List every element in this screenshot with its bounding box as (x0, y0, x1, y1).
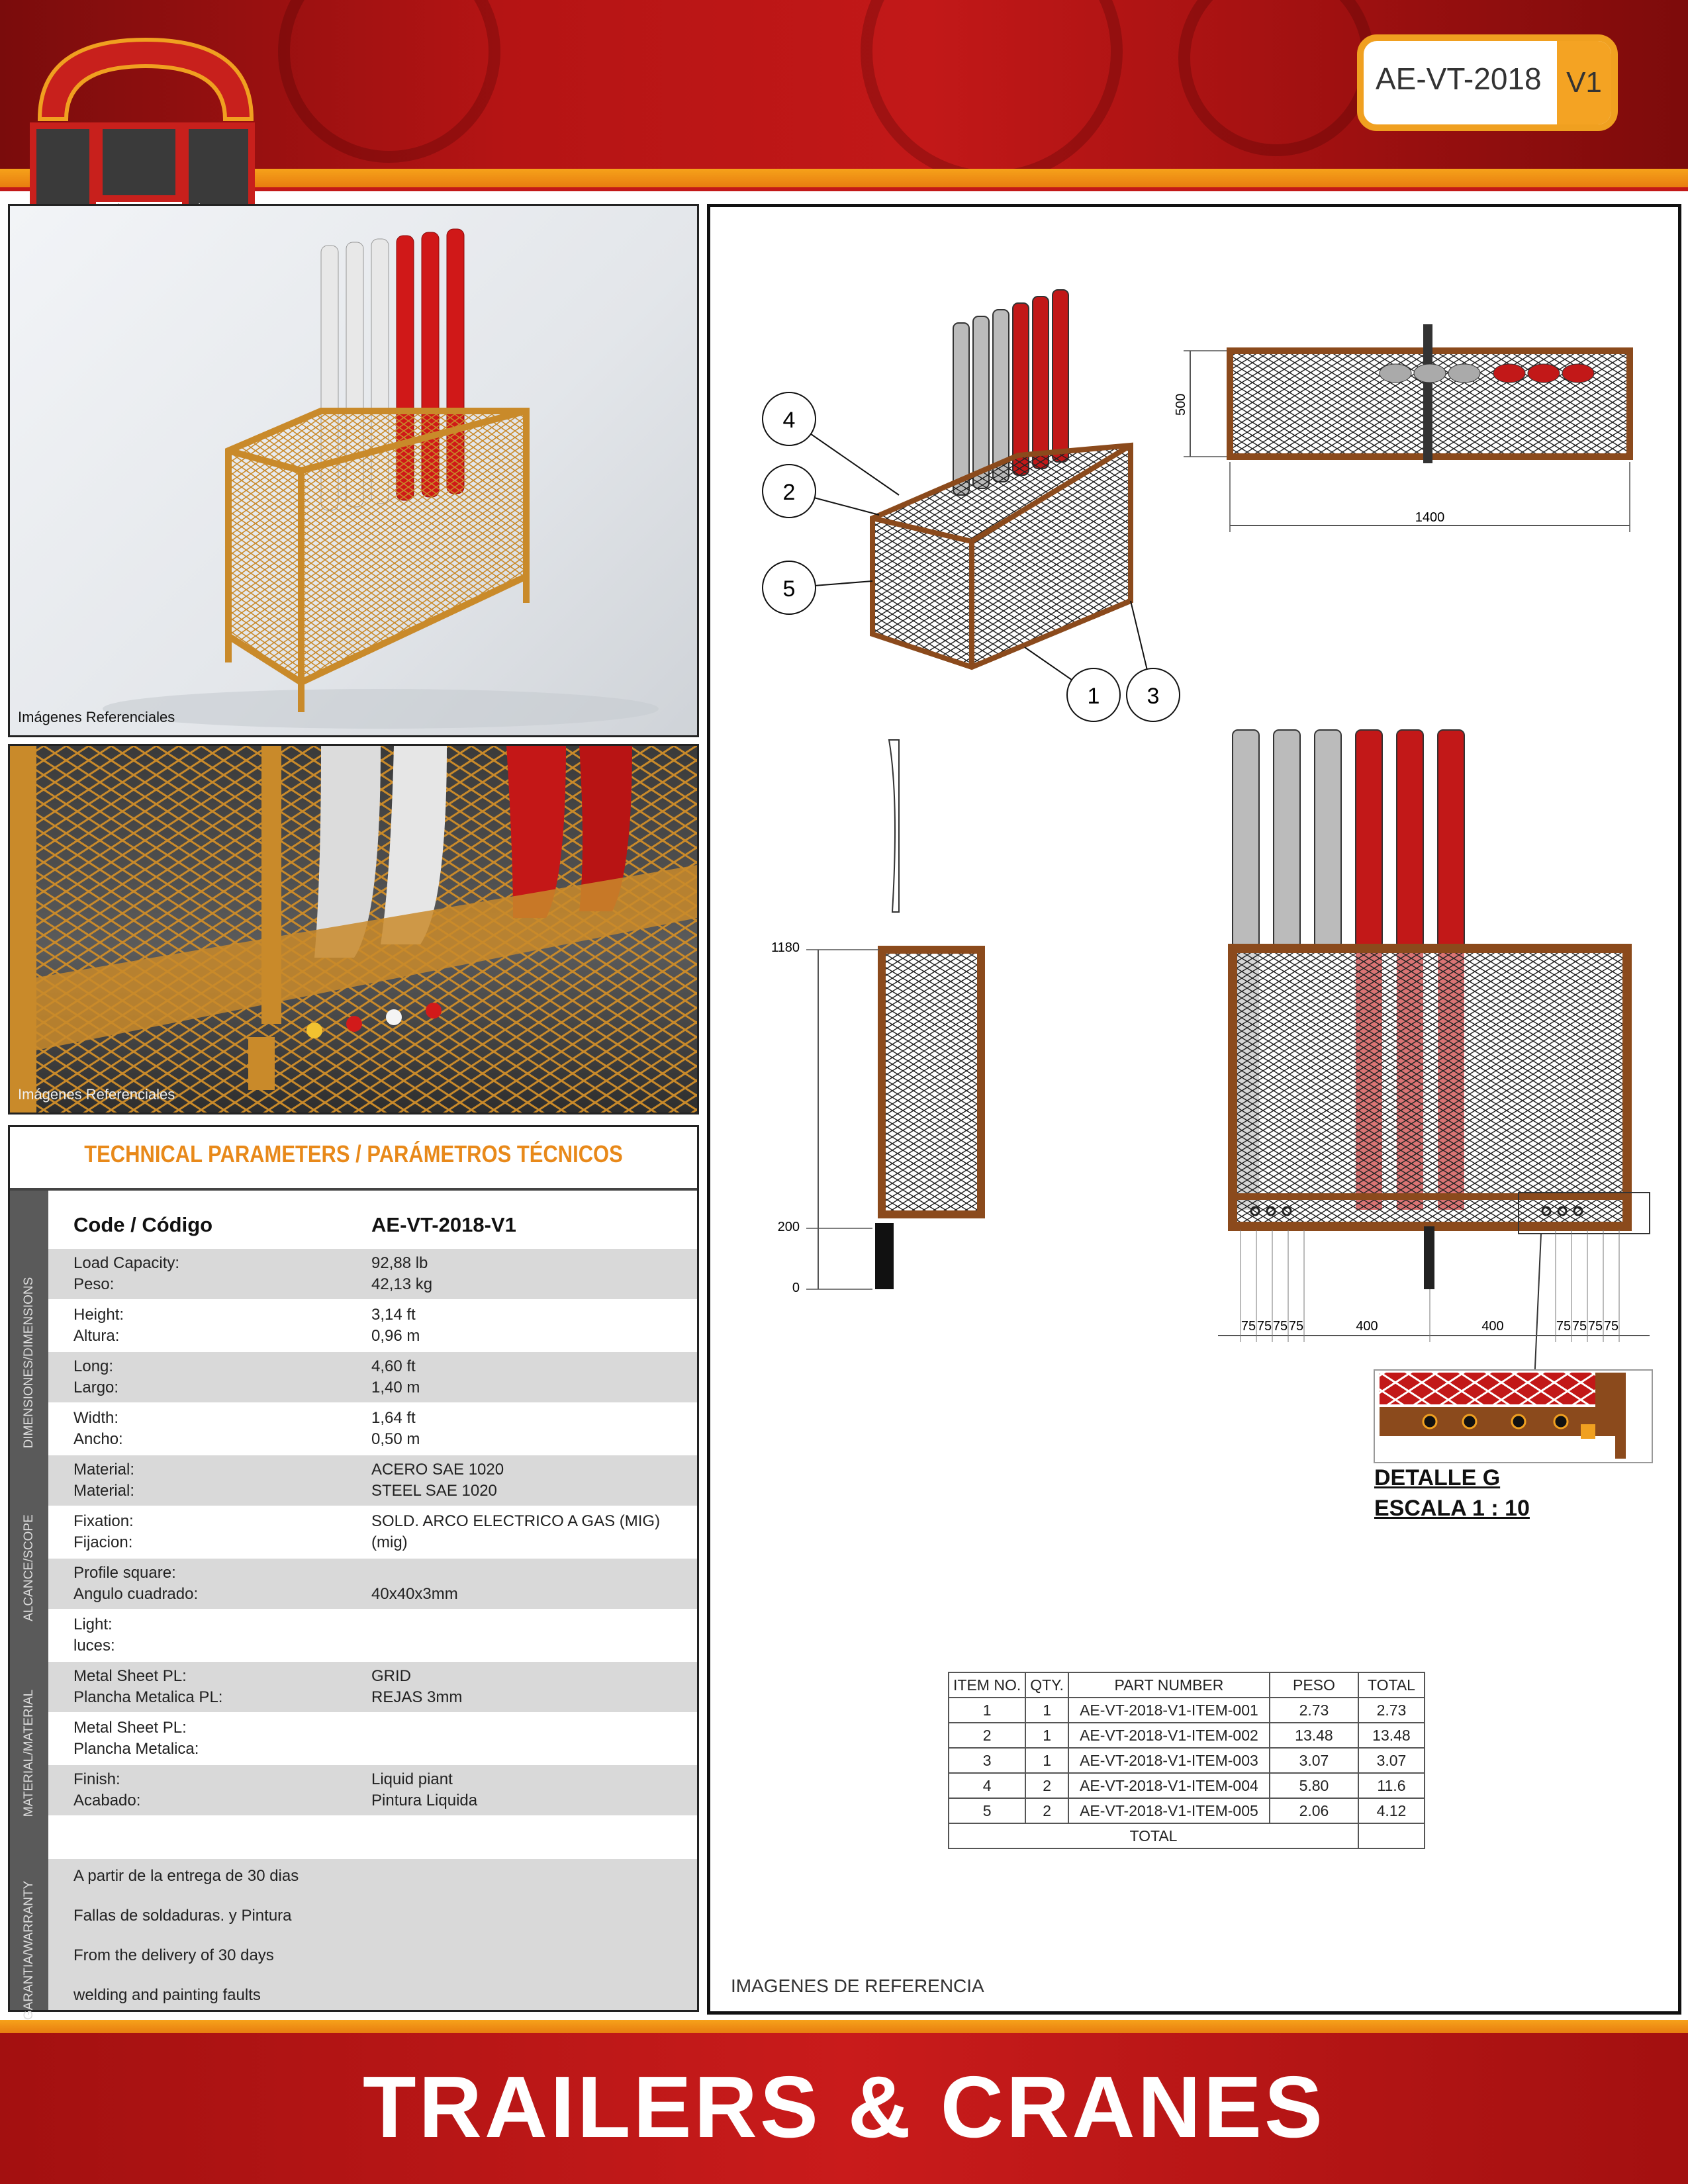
table-cell: 1 (1025, 1723, 1068, 1748)
bill-of-materials-table (948, 1672, 1425, 1849)
spec-row (48, 1610, 697, 1661)
detail-name: DETALLE G (1374, 1465, 1501, 1490)
ski-rack-closeup-render (10, 746, 697, 1113)
spec-label: Material: (73, 1461, 135, 1479)
photo-caption: Imágenes Referenciales (18, 709, 175, 725)
spec-row (48, 1352, 697, 1402)
background-gear-icon (861, 0, 1123, 172)
spec-label: Fijacion: (73, 1533, 133, 1551)
table-row (949, 1698, 1425, 1723)
table-cell: 5.80 (1270, 1773, 1358, 1798)
spec-value: ACERO SAE 1020 (371, 1461, 504, 1479)
column-header: ITEM NO. (949, 1672, 1025, 1698)
spec-label: Fixation: (73, 1512, 134, 1530)
spec-label: Height: (73, 1306, 124, 1324)
table-row (949, 1748, 1425, 1773)
table-cell: 2 (1025, 1773, 1068, 1798)
spec-label: luces: (73, 1637, 115, 1655)
spec-value: 1,40 m (371, 1379, 420, 1396)
spec-label: Largo: (73, 1379, 119, 1396)
table-cell: 1 (949, 1698, 1025, 1723)
render-photo-isometric (8, 204, 699, 737)
spec-value: Liquid piant (371, 1770, 453, 1788)
spec-value: 0,96 m (371, 1327, 420, 1345)
document-code-badge (1357, 34, 1618, 131)
column-header: TOTAL (1358, 1672, 1425, 1698)
technical-parameters-table (8, 1125, 699, 2021)
spec-label: Plancha Metalica PL: (73, 1688, 223, 1706)
total-label: TOTAL (949, 1823, 1358, 1848)
spec-row (48, 1404, 697, 1454)
background-gear-icon (1178, 0, 1374, 156)
divider (10, 1188, 697, 1191)
table-cell: 5 (949, 1798, 1025, 1823)
table-row (949, 1798, 1425, 1823)
spec-label: Metal Sheet PL: (73, 1667, 187, 1685)
spec-label: Metal Sheet PL: (73, 1719, 187, 1737)
spec-label: Ancho: (73, 1430, 123, 1448)
spec-label: Angulo cuadrado: (73, 1585, 199, 1603)
warranty-block (48, 1859, 697, 2010)
detail-g-view (1374, 1370, 1652, 1463)
table-cell: AE-VT-2018-V1-ITEM-004 (1068, 1773, 1270, 1798)
background-gear-icon (278, 0, 500, 163)
spec-value: 40x40x3mm (371, 1585, 458, 1603)
balloon-1 (1025, 647, 1120, 721)
spec-label: Profile square: (73, 1564, 176, 1582)
detail-title (1374, 1463, 1530, 1524)
spec-value: 42,13 kg (371, 1275, 433, 1293)
table-cell: 2.73 (1270, 1698, 1358, 1723)
detail-scale: ESCALA 1 : 10 (1374, 1496, 1530, 1521)
spec-value: 4,60 ft (371, 1357, 416, 1375)
dim-75: 75 (1272, 1319, 1288, 1334)
document-version: V1 (1557, 41, 1611, 124)
footer-title: TRAILERS & CRANES (362, 2058, 1326, 2156)
dim-75: 75 (1587, 1319, 1603, 1334)
column-header: QTY. (1025, 1672, 1068, 1698)
spec-row (48, 1662, 697, 1712)
spec-label: Width: (73, 1409, 119, 1427)
table-cell: AE-VT-2018-V1-ITEM-002 (1068, 1723, 1270, 1748)
spec-value: 3,14 ft (371, 1306, 416, 1324)
balloon-label: 3 (1147, 684, 1160, 709)
spec-label: Light: (73, 1615, 113, 1633)
spec-value: 92,88 lb (371, 1254, 428, 1272)
dim-75: 75 (1241, 1319, 1256, 1334)
spec-row (48, 1300, 697, 1351)
table-cell: 3.07 (1270, 1748, 1358, 1773)
front-view (1218, 730, 1650, 1382)
spec-value: Pintura Liquida (371, 1792, 478, 1809)
document-code: AE-VT-2018 (1376, 62, 1542, 96)
spec-value: REJAS 3mm (371, 1688, 463, 1706)
side-label-scope: ALCANCE/SCOPE (22, 1514, 36, 1621)
warranty-line: Fallas de soldaduras. y Pintura (73, 1907, 292, 1925)
ski-rack-render (10, 206, 697, 735)
balloon-label: 1 (1087, 684, 1100, 709)
dim-75: 75 (1556, 1319, 1571, 1334)
column-header: PESO (1270, 1672, 1358, 1698)
balloon-label: 5 (782, 576, 796, 602)
table-row (949, 1773, 1425, 1798)
spec-row-code (48, 1200, 697, 1246)
total-value (1358, 1823, 1425, 1848)
spec-value: GRID (371, 1667, 411, 1685)
spec-value: (mig) (371, 1533, 408, 1551)
warranty-line: welding and painting faults (73, 1986, 261, 2004)
spec-side-bar (10, 1191, 48, 2021)
table-header-row (949, 1672, 1425, 1698)
dim-75: 75 (1288, 1319, 1304, 1334)
table-row (949, 1723, 1425, 1748)
render-photo-detail (8, 744, 699, 1115)
table-cell: AE-VT-2018-V1-ITEM-003 (1068, 1748, 1270, 1773)
side-label-warranty: GARANTIA/WARRANTY (22, 1880, 36, 2021)
spec-row (48, 1507, 697, 1557)
spec-row (48, 1559, 697, 1609)
isometric-view (872, 290, 1131, 667)
side-label-material: MATERIAL/MATERIAL (22, 1689, 36, 1817)
table-cell: 2.73 (1358, 1698, 1425, 1723)
dim-top-height: 500 (1174, 393, 1188, 416)
spec-label: Acabado: (73, 1792, 141, 1809)
code-value: AE-VT-2018-V1 (371, 1213, 516, 1236)
balloon-label: 2 (782, 480, 796, 505)
dim-75: 75 (1256, 1319, 1272, 1334)
spec-value: SOLD. ARCO ELECTRICO A GAS (MIG) (371, 1512, 661, 1530)
spec-label: Material: (73, 1482, 135, 1500)
photo-caption: Imágenes Referenciales (18, 1086, 175, 1103)
column-header: PART NUMBER (1068, 1672, 1270, 1698)
dim-side-0: 0 (792, 1281, 800, 1295)
balloon-3 (1127, 601, 1180, 721)
table-cell: 1 (1025, 1698, 1068, 1723)
balloon-label: 4 (782, 408, 796, 433)
balloon-5 (763, 561, 872, 614)
table-total-row (949, 1823, 1425, 1848)
table-cell: 11.6 (1358, 1773, 1425, 1798)
warranty-line: From the delivery of 30 days (73, 1946, 274, 1964)
dim-75: 75 (1603, 1319, 1619, 1334)
code-label: Code / Código (73, 1213, 213, 1236)
table-cell: 1 (1025, 1748, 1068, 1773)
side-label-dimensions: DIMENSIONES/DIMENSIONS (22, 1277, 36, 1449)
spec-label: Load Capacity: (73, 1254, 180, 1272)
table-cell: 4 (949, 1773, 1025, 1798)
spec-label: Finish: (73, 1770, 120, 1788)
spec-row (48, 1455, 697, 1506)
spec-row (48, 1765, 697, 1815)
table-cell: AE-VT-2018-V1-ITEM-005 (1068, 1798, 1270, 1823)
dim-top-length: 1400 (1415, 510, 1445, 525)
balloon-2 (763, 465, 879, 518)
table-cell: AE-VT-2018-V1-ITEM-001 (1068, 1698, 1270, 1723)
table-cell: 3 (949, 1748, 1025, 1773)
spec-title: TECHNICAL PARAMETERS / PARÁMETROS TÉCNICOS (84, 1140, 623, 1167)
spec-label: Peso: (73, 1275, 115, 1293)
spec-row (48, 1249, 697, 1299)
warranty-line: A partir de la entrega de 30 dias (73, 1867, 299, 1885)
table-cell: 2.06 (1270, 1798, 1358, 1823)
table-cell: 2 (949, 1723, 1025, 1748)
top-view (1174, 324, 1630, 532)
footer-orange-stripe (0, 2020, 1688, 2033)
table-cell: 13.48 (1358, 1723, 1425, 1748)
side-view (771, 740, 981, 1295)
dim-75: 75 (1571, 1319, 1587, 1334)
table-cell: 13.48 (1270, 1723, 1358, 1748)
spec-value: STEEL SAE 1020 (371, 1482, 497, 1500)
reference-note: IMAGENES DE REFERENCIA (731, 1976, 984, 1996)
dim-side-200: 200 (777, 1220, 800, 1234)
spec-row (48, 1713, 697, 1764)
table-cell: 2 (1025, 1798, 1068, 1823)
spec-label: Long: (73, 1357, 114, 1375)
dim-400: 400 (1356, 1319, 1378, 1334)
spec-label: Plancha Metalica: (73, 1740, 199, 1758)
dim-400: 400 (1481, 1319, 1504, 1334)
spec-value: 0,50 m (371, 1430, 420, 1448)
table-cell: 4.12 (1358, 1798, 1425, 1823)
table-cell: 3.07 (1358, 1748, 1425, 1773)
spec-value: 1,64 ft (371, 1409, 416, 1427)
spec-label: Altura: (73, 1327, 120, 1345)
dim-side-1180: 1180 (771, 940, 800, 955)
